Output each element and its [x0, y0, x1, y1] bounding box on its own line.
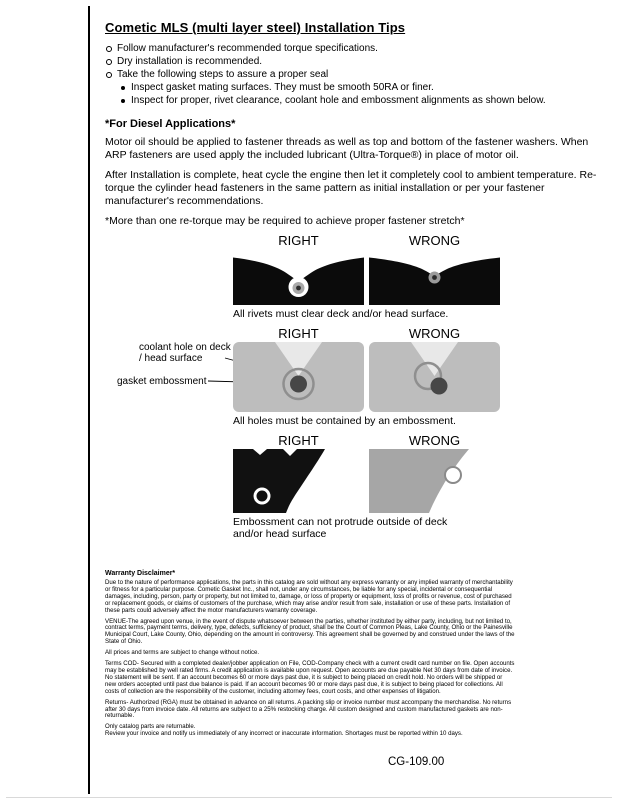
coolant-hole — [290, 376, 307, 393]
warranty-paragraph: Due to the nature of performance applications, the parts in this catalog are sold without any express warranty or any implied warranty of merchantability or fitness for a particular purpose. Cometic Gasket Inc., shall not, under any circumstances, be liable for any special, incidental or consequential damages, including, person, party or property, but not limited to, damage, or loss of property or equipment, loss of profits or revenue, cost of purchased or replacement goods, or claims of customers of the purchase, which may arise and/or result from sale, installation or use of these parts. Installation of these parts could adversely affect the motor manufacturers warranty coverage. — [105, 579, 513, 614]
warranty-paragraph: Review your invoice and notify us immediately of any incorrect or inaccurate information. Shortages must be reported within 10 days. — [105, 730, 463, 738]
rivet-right-illustration — [233, 249, 364, 305]
diesel-paragraph-heat-cycle: After Installation is complete, heat cycle the engine then let it completely cool to ambient temperature. Re-torque the cylinder head fasteners in the same pattern as initial installation or per your fastener manufacturer's recommendations. — [105, 169, 597, 207]
warranty-paragraph: Only catalog parts are returnable. — [105, 723, 196, 731]
embossment-contained-right-figure — [233, 342, 364, 412]
rivet-clearance-wrong-figure — [369, 249, 500, 305]
page-number-code: CG-109.00 — [388, 756, 445, 768]
protrusion-right-illustration — [233, 449, 364, 513]
protrusion-caption: Embossment can not protrude outside of deck and/or head surface — [233, 516, 448, 540]
row2-wrong-label: WRONG — [408, 326, 461, 341]
tip-proper-seal: Take the following steps to assure a proper seal — [105, 68, 600, 81]
diesel-paragraph-motor-oil: Motor oil should be applied to fastener threads as well as top and bottom of the fastener washers. When ARP fasteners are used apply the included lubricant (Ultra-Torque®) in place of motor oil. — [105, 136, 589, 161]
warranty-paragraph: VENUE-The agreed upon venue, in the event of dispute whatsoever between the parties, whether instituted by either party, including, but not limited to, contract terms, payment terms, delivery, type, defects, sufficiency of product, shall be the Court of Common Pleas, Lake County, Ohio or the Painesville Municipal Court, Lake County, Ohio, depending on the amount in controversy. This agreement shall be governed by and construed under the laws of the State of Ohio. — [105, 617, 515, 646]
scan-edge — [6, 797, 612, 798]
page-content — [105, 20, 600, 547]
row1-headers — [233, 234, 500, 248]
warranty-paragraph: Terms COD- Secured with a completed dealer/jobber application on File, COD-Company check with a current credit card number on file. Open accounts may be established by well rated firms. A credit application is available upon request. Open accounts are due payable Net 30 days from date of invoice. No statement will be sent. If an account becomes 60 or more days past due, it is subject to being placed on credit hold. No orders will be shipped or new orders accepted until past due balance is paid. If an account becomes 90 or more days past due, it is subject to being placed for collections. All costs of collection are the responsibility of the customer, including attorney fees, court costs, and other expenses of litigation. — [105, 660, 515, 695]
row2-headers — [233, 327, 500, 341]
warranty-paragraph: All prices and terms are subject to change without notice. — [105, 649, 260, 657]
embossment-ring — [445, 467, 461, 483]
row3-images — [233, 449, 600, 513]
row1-right-label: RIGHT — [278, 233, 319, 248]
page-title: Cometic MLS (multi layer steel) Installation Tips — [105, 20, 406, 35]
row3-wrong-label: WRONG — [408, 433, 461, 448]
coolant-hole-callout: coolant hole on deck / head surface — [139, 342, 231, 364]
rivet-clearance-right-figure — [233, 249, 364, 305]
protrusion-right-figure — [233, 449, 364, 513]
gasket-embossment-callout: gasket embossment — [117, 376, 207, 387]
warranty-heading: Warranty Disclaimer* — [105, 570, 176, 577]
retorque-note: *More than one re-torque may be required to achieve proper fastener stretch* — [105, 215, 465, 227]
row3-headers — [233, 434, 500, 448]
row2-right-label: RIGHT — [278, 326, 319, 341]
substep-alignments: Inspect for proper, rivet clearance, coolant hole and embossment alignments as shown below. — [119, 94, 600, 107]
substep-mating-surfaces: Inspect gasket mating surfaces. They must be smooth 50RA or finer. — [119, 81, 600, 94]
left-border-rule — [88, 6, 90, 794]
embossment-caption: All holes must be contained by an embossment. — [233, 415, 456, 427]
protrusion-wrong-illustration — [369, 449, 500, 513]
protrusion-wrong-figure — [369, 449, 500, 513]
embossment-right-illustration — [233, 342, 364, 412]
tip-dry-installation: Dry installation is recommended. — [105, 55, 600, 68]
row3-right-label: RIGHT — [278, 433, 319, 448]
coolant-hole-row — [105, 342, 600, 412]
row1-wrong-label: WRONG — [408, 233, 461, 248]
tip-torque-specs: Follow manufacturer's recommended torque specifications. — [105, 42, 600, 55]
diesel-applications-heading: *For Diesel Applications* — [105, 118, 236, 130]
embossment-wrong-illustration — [369, 342, 500, 412]
warranty-disclaimer-section — [105, 570, 515, 742]
embossment-contained-wrong-figure — [369, 342, 500, 412]
rivet-wrong-illustration — [369, 249, 500, 305]
coolant-hole — [431, 378, 448, 395]
diagrams-section — [105, 234, 600, 540]
installation-tips-list — [105, 42, 600, 81]
proper-seal-substeps — [119, 81, 600, 107]
row2-images — [233, 342, 500, 412]
warranty-paragraph: Returns- Authorized (RGA) must be obtained in advance on all returns. A packing slip or invoice number must accompany the merchandise. No returns after 30 days from invoice date. All returns are subject to a 25% restocking charge. All custom designed and custom manufactured gaskets are non-returnable. — [105, 698, 512, 720]
row1-images — [233, 249, 600, 305]
rivet-caption: All rivets must clear deck and/or head surface. — [233, 308, 449, 320]
